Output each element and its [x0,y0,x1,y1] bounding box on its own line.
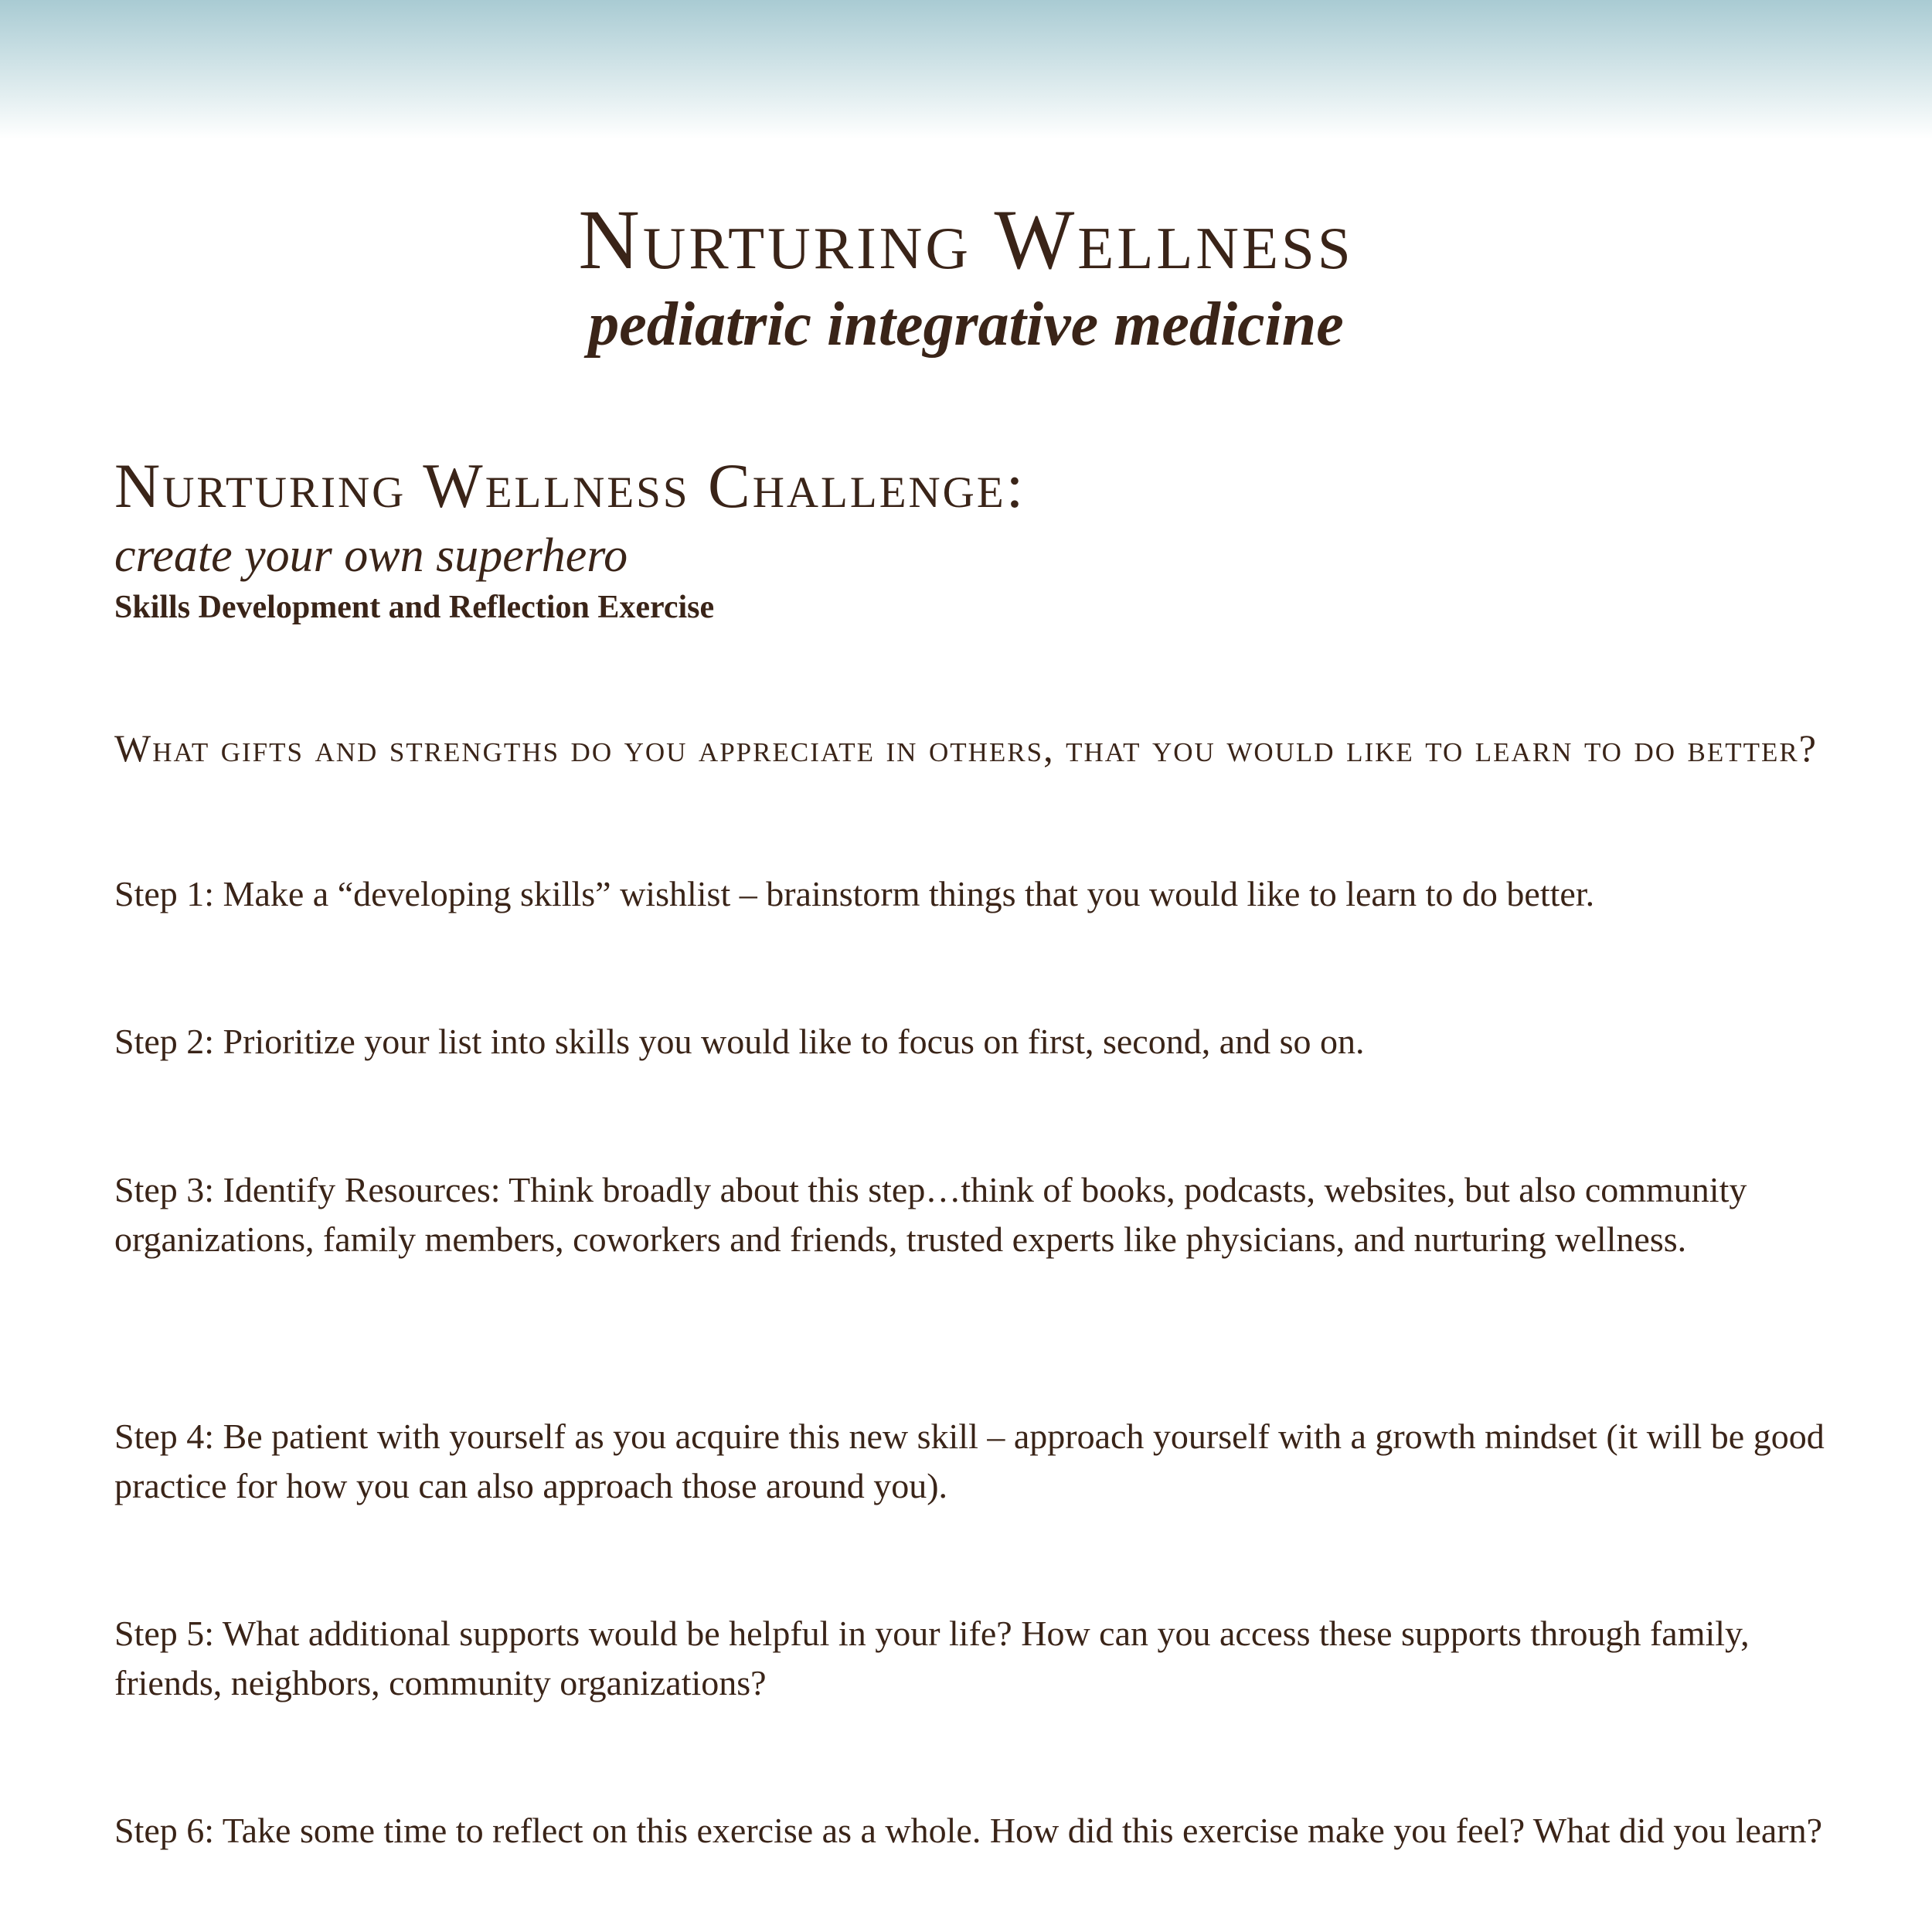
step-2: Step 2: Prioritize your list into skills you would like to focus on first, second, and so on. [114,1022,1365,1061]
exercise-label: Skills Development and Reflection Exercise [114,590,715,625]
main-question: What gifts and strengths do you appreciate in others, that you would like to learn to do better? [114,726,1818,770]
step-1: Step 1: Make a “developing skills” wishlist – brainstorm things that you would like to learn to do better. [114,874,1595,913]
step-4: Step 4: Be patient with yourself as you acquire this new skill – approach yourself with a growth mindset (it will be good practice for how you can also approach those around you). [114,1417,1825,1505]
step-3: Step 3: Identify Resources: Think broadly about this step…think of books, podcasts, websites, but also community organizations, family members, coworkers and friends, trusted experts like physicians, and nurturing wellness. [114,1170,1747,1259]
brand-subtitle: pediatric integrative medicine [588,291,1344,359]
step-5: Step 5: What additional supports would be helpful in your life? How can you access these supports through family, friends, neighbors, community organizations? [114,1614,1750,1702]
step-6: Step 6: Take some time to reflect on this exercise as a whole. How did this exercise make you feel? What did you learn? [114,1811,1823,1850]
challenge-title: Nurturing Wellness Challenge: [114,451,1026,521]
brand-title: Nurturing Wellness [578,192,1354,287]
header-watercolor-wash [0,0,1932,139]
challenge-subtitle: create your own superhero [114,529,628,582]
